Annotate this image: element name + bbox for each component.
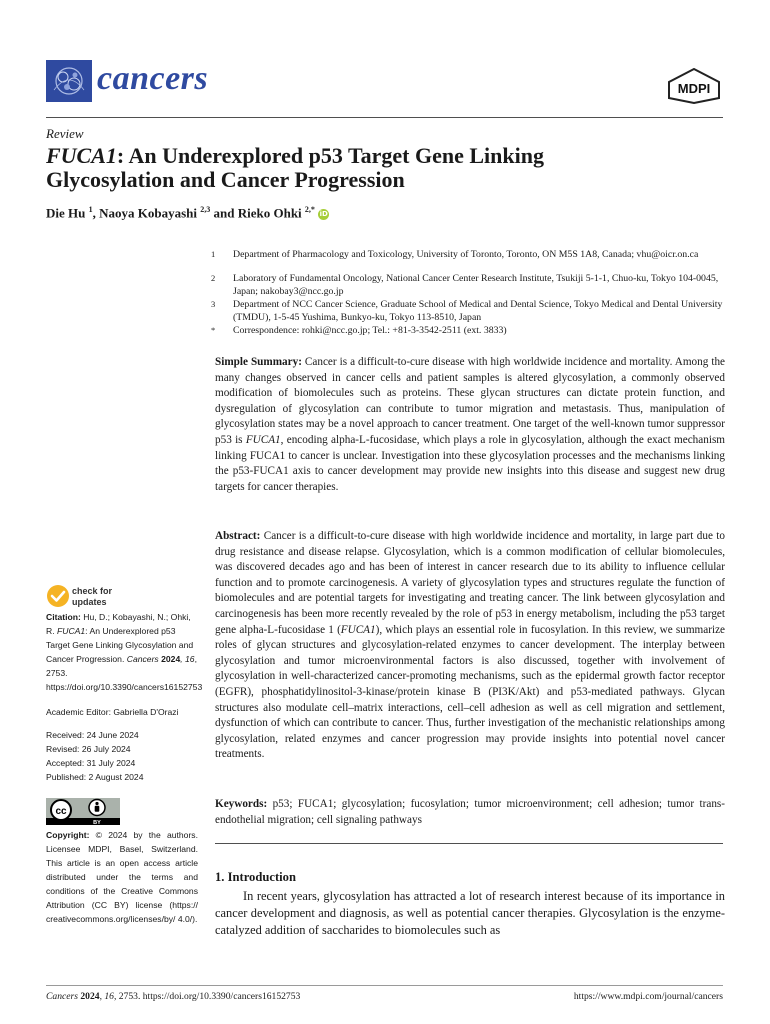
affiliation-3: [211, 298, 725, 324]
copyright-block: [46, 828, 198, 926]
by-label: BY: [93, 820, 101, 825]
journal-name: cancers: [97, 60, 209, 97]
affiliation-2: [211, 272, 725, 298]
author-affiliation-mark: 2,3: [200, 205, 211, 214]
simple-summary: Simple Summary: Cancer is a difficult-to-cure disease with high worldwide incidence and mortality. Among the many changes observed in cancer cells and patient samples is altered glycosylation, a commonly observed modification of biomolecules such as proteins. These glycan structures can dictate protein function, and dysregulation of glycosylation can contribute to tumor migration and metastasis. Thus, manipulation of glycosylation states may be a novel approach to cancer treatment. One target of the well-known tumor suppressor p53 is FUCA1, encoding alpha-L-fucosidase, which plays a role in glycosylation, although the exact mechanism linking FUCA1 to cancer is unclear. Investigation into these glycosylation processes and the mechanisms linking the p53-FUCA1 axis to cancer development may provide new insights into this disease and suggest new drug targets for cancer therapies.: [215, 356, 726, 493]
section-divider: [215, 843, 723, 844]
date-received: Received: 24 June 2024: [46, 730, 139, 740]
mdpi-logo-text: MDPI: [677, 81, 711, 96]
abstract: Abstract: Cancer is a difficult-to-cure disease with high worldwide incidence and mortality, in large part due to drug resistance and disease relapse. Glycosylation, which is a common modification of cellular biomolecules, was discovered decades ago and has been of interest in cancer research due to its ability to influence cellular function and to promote carcinogenesis. A variety of glycosylation types and structures regulate the function of biomolecules and are potential targets for investigating and treating cancer. The link between glycosylation and carcinogenesis has been more recently revealed by the role of p53 in energy metabolism, including the p53 target gene alpha-L-fucosidase 1 (FUCA1), which plays an essential role in fucosylation. In this review, we summarize roles of glycan structures and glycosylation-related enzymes to cancer development. The interplay between glycosylation and tumor microenvironmental factors is also discussed, together with involvement of glycosylation in well-characterized cancer-promoting mechanisms, such as the epidermal growth factor receptor (EGFR), phosphatidylinositol-3-kinase/protein kinase B (PI3K/Akt) and p53-mediated pathways. Glycan structures also modulate cell–matrix interactions, cell–cell adhesion as well as cell migration and settlement, dysfunction of which can contribute to cancer. Thus, further investigation of the mechanistic relationships among glycosylation, related enzymes and cancer progression may provide insights into potential novel cancer treatments.: [215, 530, 725, 761]
author-affiliation-mark: 2,*: [304, 205, 315, 214]
footer-journal-url[interactable]: https://www.mdpi.com/journal/cancers: [573, 991, 723, 1002]
abstract-label: Abstract:: [215, 530, 261, 542]
date-published: Published: 2 August 2024: [46, 772, 144, 782]
footer-citation: Cancers 2024, 16, 2753. https://doi.org/10.3390/cancers16152753: [46, 991, 301, 1002]
copyright-label: Copyright:: [46, 830, 90, 840]
affiliation-number: 2: [211, 273, 216, 283]
section-heading: 1. Introduction: [215, 870, 296, 884]
academic-editor: Academic Editor: Gabriella D'Orazi: [46, 707, 179, 717]
cc-by-license-icon[interactable]: [46, 798, 120, 825]
title-line1: : An Underexplored p53 Target Gene Linking: [116, 143, 544, 168]
author-name: Die Hu: [46, 205, 86, 221]
affiliation-number: 1: [211, 249, 216, 259]
header-divider: [46, 117, 723, 118]
footer-divider: [46, 985, 723, 986]
check-updates-line2: updates: [72, 597, 107, 607]
correspondence-text: Correspondence: rohki@ncc.go.jp; Tel.: +81-3-3542-2511 (ext. 3833): [233, 325, 507, 336]
citation-label: Citation:: [46, 612, 81, 622]
author-affiliation-mark: 1: [88, 205, 93, 214]
citation-doi[interactable]: , 2753. https://doi.org/10.3390/cancers16152753: [46, 654, 203, 692]
affiliation-1: [211, 248, 725, 261]
author-name: Naoya Kobayashi: [99, 205, 198, 221]
title-line2: Glycosylation and Cancer Progression: [46, 167, 405, 192]
orcid-icon[interactable]: iD: [319, 210, 328, 219]
affiliation-number: 3: [211, 299, 216, 309]
author-list: Die Hu $^1$, Naoya Kobayashi $^{2,3}$ and Rieko Ohki $^{2,*}$ iD: [46, 205, 328, 221]
keywords-label: Keywords:: [215, 798, 268, 810]
correspondence: [211, 324, 725, 337]
publication-dates: [46, 728, 198, 784]
mdpi-logo-icon: [666, 68, 722, 104]
keywords: [215, 797, 725, 828]
introduction-paragraph: In recent years, glycosylation has attracted a lot of research interest because of its importance in cancer development and diagnosis, as well as potential cancer therapies. Glycosylation is the enzyme-catalyzed addition of saccharides to biomolecules such as: [215, 889, 725, 937]
article-type: Review: [46, 126, 84, 141]
article-title: [46, 144, 686, 192]
affiliation-text: Department of Pharmacology and Toxicology, University of Toronto, Toronto, ON M5S 1A8, Canada; vhu@oicr.on.ca: [233, 249, 699, 260]
footer-doi[interactable]: , 2753. https://doi.org/10.3390/cancers16152753: [113, 991, 301, 1002]
journal-emblem-icon: [46, 60, 92, 102]
affiliation-text: Laboratory of Fundamental Oncology, National Cancer Center Research Institute, Tsukiji 5-1-1, Chuo-ku, Tokyo 104-0045, Japan; nakobay3@ncc.go.jp: [233, 273, 719, 297]
simple-summary-label: Simple Summary:: [215, 356, 302, 368]
affiliation-text: Department of NCC Cancer Science, Graduate School of Medical and Dental Science, Tokyo Medical and Dental University (TMDU), 1-5-45 Yushima, Bunkyo-ku, Tokyo 113-8510, Japan: [233, 299, 723, 323]
citation-block: Citation: Hu, D.; Kobayashi, N.; Ohki, R. FUCA1: An Underexplored p53 Target Gene Linking Glycosylation and Cancer Progression. Cancers 2024, 16, 2753. https://doi.org/10.3390/cancers16152753: [46, 612, 203, 692]
date-accepted: Accepted: 31 July 2024: [46, 758, 136, 768]
copyright-text: © 2024 by the authors. Licensee MDPI, Basel, Switzerland. This article is an open access article distributed under the terms and conditions of the Creative Commons Attribution (CC BY) license (https:// creativecommons.org/licenses/by/ 4.0/).: [46, 830, 198, 924]
keywords-text: p53; FUCA1; glycosylation; fucosylation; tumor microenvironment; cell adhesion; tumor trans-endothelial migration; cell signaling pathways: [215, 798, 725, 826]
title-gene: FUCA1: [46, 143, 117, 168]
check-updates-line1: check for: [72, 586, 113, 596]
date-revised: Revised: 26 July 2024: [46, 744, 131, 754]
cc-symbol: cc: [55, 806, 67, 817]
author-name: Rieko Ohki: [237, 205, 302, 221]
check-for-updates-badge[interactable]: [46, 583, 126, 609]
affiliation-number: *: [211, 325, 216, 335]
